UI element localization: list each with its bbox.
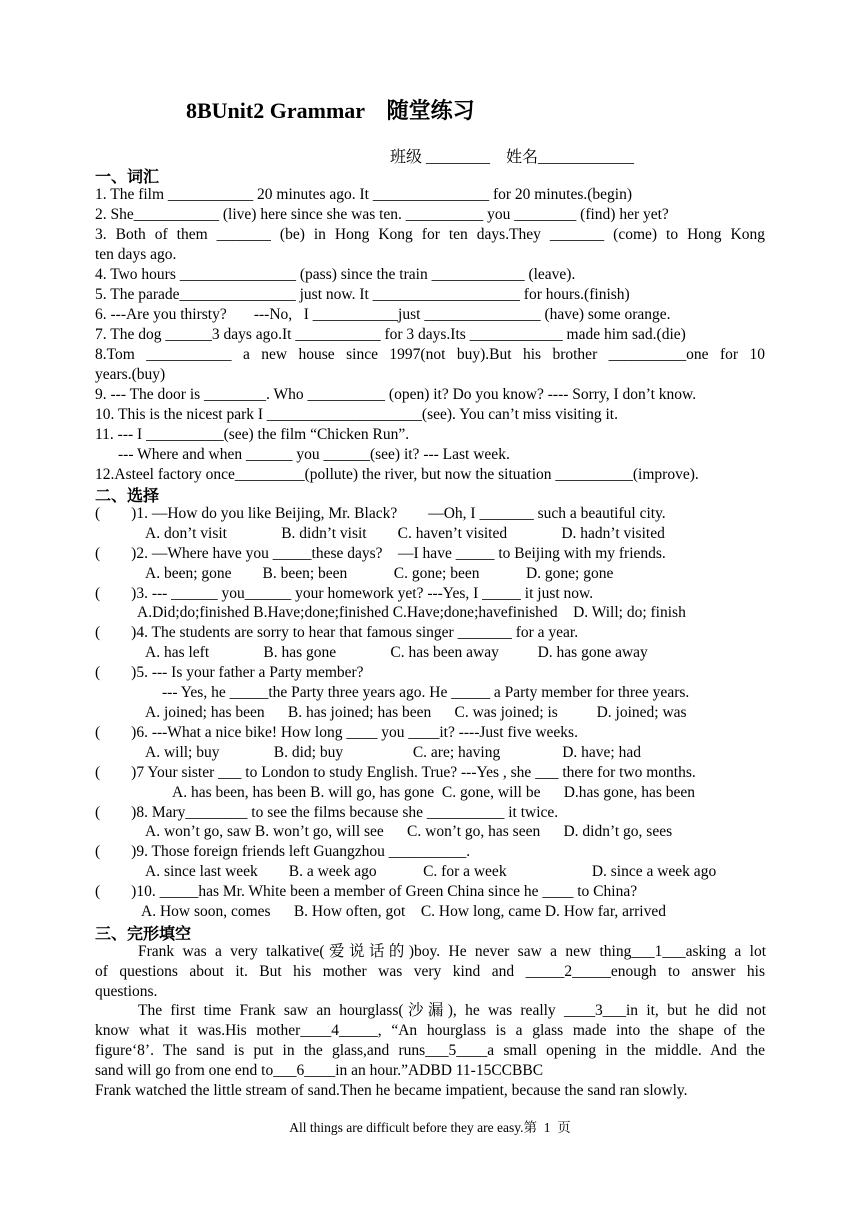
exercise-line: A. don’t visit B. didn’t visit C. haven’t visited D. hadn’t visited [145, 525, 665, 542]
exercise-line: ( )2. —Where have you _____these days? —I have _____ to Beijing with my friends. [95, 545, 666, 562]
exercise-line: ( )4. The students are sorry to hear that famous singer _______ for a year. [95, 624, 579, 641]
exercise-line: figure‘8’. The sand is put in the glass,and runs___5____a small opening in the middle. And the [95, 1042, 765, 1059]
exercise-line: 6. ---Are you thirsty? ---No, I ___________just _______________ (have) some orange. [95, 306, 671, 323]
class-name-line: 班级 ________ 姓名____________ [390, 149, 635, 166]
exercise-line: A.Did;do;finished B.Have;done;finished C.Have;done;havefinished D. Will; do; finish [137, 604, 686, 621]
exercise-line: A. How soon, comes B. How often, got C. How long, came D. How far, arrived [141, 903, 666, 920]
exercise-line: ( )5. --- Is your father a Party member? [95, 664, 364, 681]
exercise-line: 12.Asteel factory once_________(pollute) the river, but now the situation __________(improve). [95, 466, 699, 483]
exercise-line: questions. [95, 983, 158, 1000]
exercise-line: of questions about it. But his mother was very kind and _____2_____enough to answer his [95, 963, 765, 980]
exercise-line: A. won’t go, saw B. won’t go, will see C. won’t go, has seen D. didn’t go, sees [145, 823, 673, 840]
section-choice-heading: 二、选择 [95, 488, 160, 505]
exercise-line: know what it was.His mother____4_____, “An hourglass is a glass made into the shape of the [95, 1022, 765, 1039]
exercise-line: 11. --- I __________(see) the film “Chicken Run”. [95, 426, 410, 443]
exercise-line: A. been; gone B. been; been C. gone; been D. gone; gone [145, 565, 614, 582]
exercise-line: 2. She___________ (live) here since she was ten. __________ you ________ (find) her yet? [95, 206, 669, 223]
exercise-line: A. joined; has been B. has joined; has been C. was joined; is D. joined; was [145, 704, 687, 721]
exercise-line: ( )6. ---What a nice bike! How long ____ you ____it? ----Just five weeks. [95, 724, 578, 741]
exercise-line: A. has been, has been B. will go, has gone C. gone, will be D.has gone, has been [172, 784, 696, 801]
exercise-line: years.(buy) [95, 366, 166, 383]
exercise-line: ( )7 Your sister ___ to London to study English. True? ---Yes , she ___ there for two months. [95, 764, 696, 781]
exercise-line: 1. The film ___________ 20 minutes ago. It _______________ for 20 minutes.(begin) [95, 186, 632, 203]
exercise-line: Frank was a very talkative(爱说话的)boy. He never saw a new thing___1___asking a lot [138, 943, 766, 960]
exercise-line: ( )3. --- ______ you______ your homework yet? ---Yes, I _____ it just now. [95, 585, 594, 602]
exercise-line: The first time Frank saw an hourglass(沙漏), he was really ____3___in it, but he did not [138, 1002, 766, 1019]
exercise-line: ( )9. Those foreign friends left Guangzhou __________. [95, 843, 471, 860]
section-vocabulary-heading: 一、词汇 [95, 169, 160, 186]
section-cloze-heading: 三、完形填空 [95, 926, 192, 943]
exercise-line: Frank watched the little stream of sand.Then he became impatient, because the sand ran slowly. [95, 1082, 688, 1099]
exercise-line: 10. This is the nicest park I ____________________(see). You can’t miss visiting it. [95, 406, 618, 423]
exercise-line: ( )10. _____has Mr. White been a member of Green China since he ____ to China? [95, 883, 638, 900]
exercise-line: 8.Tom ___________ a new house since 1997(not buy).But his brother __________one for 10 [95, 346, 765, 363]
exercise-line: 5. The parade_______________ just now. It ___________________ for hours.(finish) [95, 286, 630, 303]
exercise-line: sand will go from one end to___6____in an hour.”ADBD 11-15CCBBC [95, 1062, 544, 1079]
exercise-line: --- Yes, he _____the Party three years ago. He _____ a Party member for three years. [162, 684, 690, 701]
exercise-line: A. since last week B. a week ago C. for a week D. since a week ago [145, 863, 717, 880]
exercise-line: 7. The dog ______3 days ago.It ___________ for 3 days.Its ____________ made him sad.(die) [95, 326, 686, 343]
exercise-line: ( )1. —How do you like Beijing, Mr. Black? —Oh, I _______ such a beautiful city. [95, 505, 666, 522]
exercise-line: 3. Both of them _______ (be) in Hong Kong for ten days.They _______ (come) to Hong Kong [95, 226, 765, 243]
page-footer: All things are difficult before they are easy.第 1 页 [289, 1120, 571, 1135]
exercise-line: A. has left B. has gone C. has been away D. has gone away [145, 644, 648, 661]
exercise-line: A. will; buy B. did; buy C. are; having D. have; had [145, 744, 641, 761]
page-title: 8BUnit2 Grammar 随堂练习 [186, 98, 475, 123]
exercise-line: 9. --- The door is ________. Who __________ (open) it? Do you know? ---- Sorry, I don’t know. [95, 386, 697, 403]
exercise-line: --- Where and when ______ you ______(see) it? --- Last week. [118, 446, 510, 463]
exercise-line: ( )8. Mary________ to see the films because she __________ it twice. [95, 804, 559, 821]
exercise-line: ten days ago. [95, 246, 177, 263]
exercise-line: 4. Two hours _______________ (pass) since the train ____________ (leave). [95, 266, 576, 283]
